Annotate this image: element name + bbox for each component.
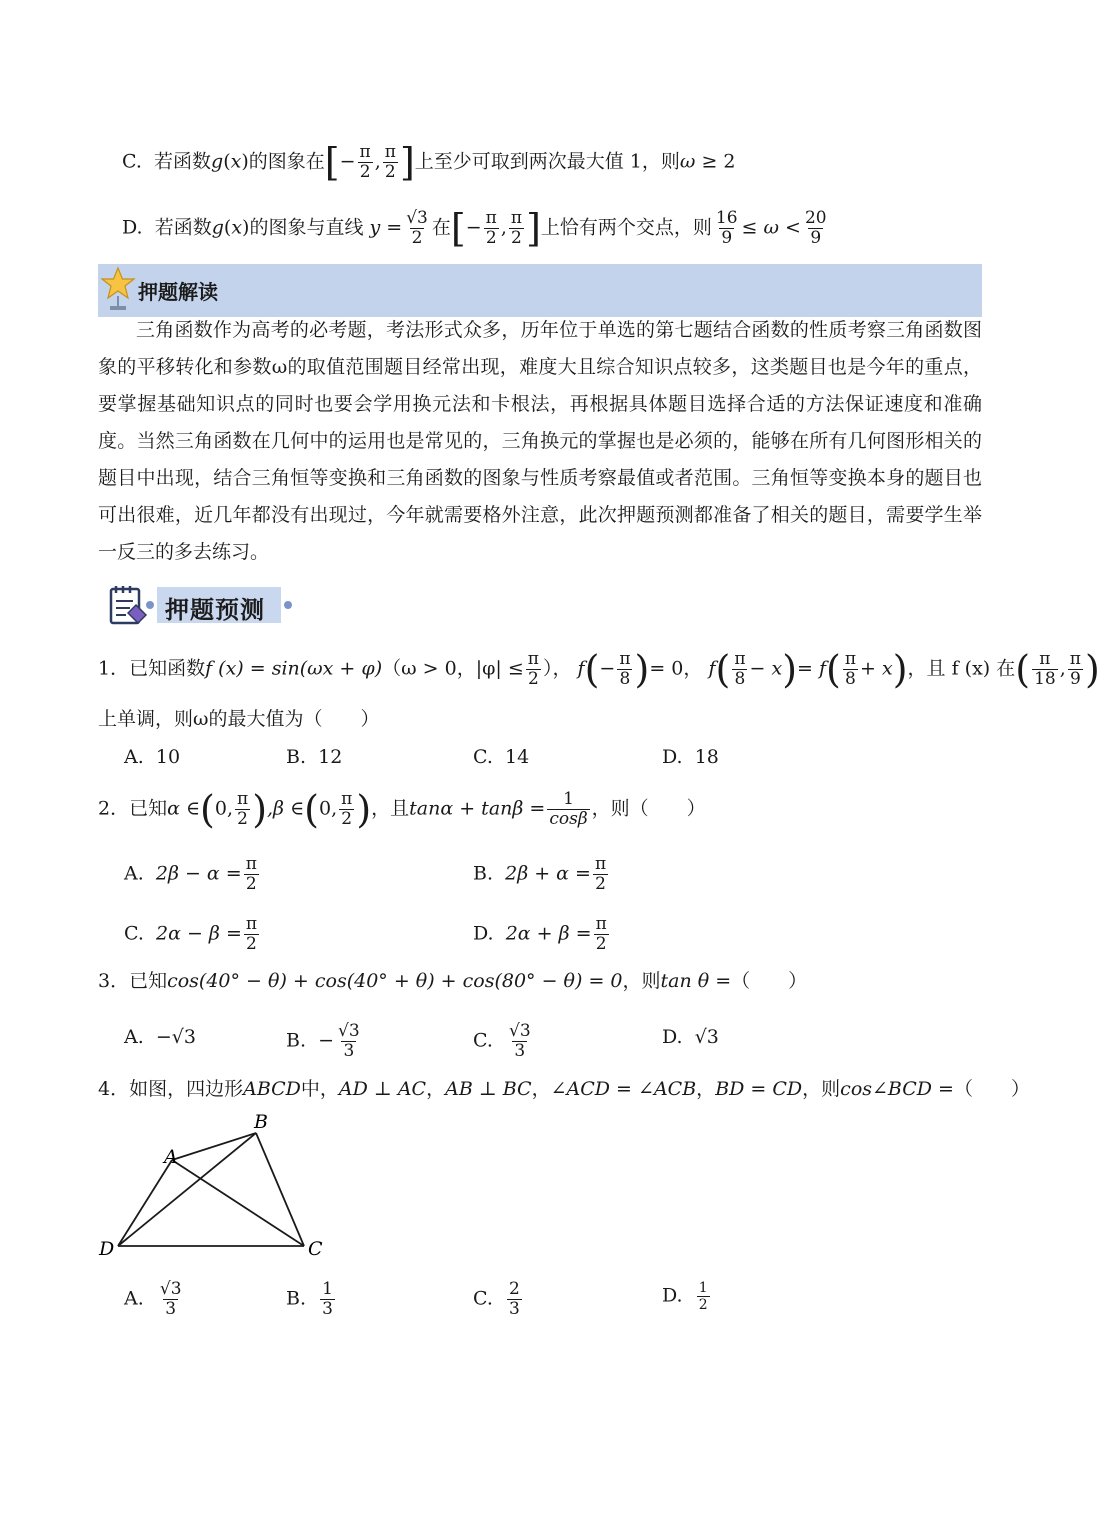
- star-trophy-icon: [100, 266, 136, 312]
- q1-stem-line2: 上单调，则ω的最大值为（ ）: [98, 708, 380, 730]
- forecast-dot-right: [284, 601, 292, 609]
- q3-option-b[interactable]: B. − $\frac{√3}{3}$: [286, 1021, 360, 1061]
- q1-option-d[interactable]: D. 18: [662, 746, 719, 768]
- edge-da: [118, 1160, 172, 1246]
- q3-option-d[interactable]: D. √3: [662, 1026, 719, 1048]
- prev-option-d: D. 若函数g(x)的图象与直线 y = $\frac{√3}{2}$ 在[− $\frac{\pi}{2}$ , $\frac{\pi}{2}$ ]上恰有两个交点，则 $\frac{16}{9}$ ≤ ω < $\frac{20}{9}$: [122, 206, 827, 251]
- interpretation-text: 三角函数作为高考的必考题，考法形式众多，历年位于单选的第七题结合函数的性质考察三角函数图象的平移转化和参数ω的取值范围题目经常出现，难度大且综合知识点较多，这类题目也是今年的重点，要掌握基础知识点的同时也要会学用换元法和卡根法，再根据具体题目选择合适的方法保证速度和准确度。当然三角函数在几何中的运用也是常见的，三角换元的掌握也是必须的，能够在所有几何图形相关的题目中出现，结合三角恒等变换和三角函数的图象与性质考察最值或者范围。三角恒等变换本身的题目也可出很难，近几年都没有出现过，今年就需要格外注意，此次押题预测都准备了相关的题目，需要学生举一反三的多去练习。: [98, 319, 982, 563]
- edge-bc: [256, 1133, 304, 1246]
- quadrilateral-diagram: [90, 1105, 350, 1265]
- edge-ab: [172, 1133, 256, 1160]
- q2-option-a[interactable]: A. 2β − α = $\frac{\pi}{2}$: [124, 854, 257, 894]
- q3-stem: 3．已知cos(40° − θ) + cos(40° + θ) + cos(80° − θ) = 0，则tan θ =（ ）: [98, 970, 808, 992]
- interpretation-title: 押题解读: [138, 280, 218, 304]
- q3-option-c[interactable]: C. $\frac{√3}{3}$: [473, 1021, 531, 1061]
- q3-option-a[interactable]: A. −√3: [124, 1026, 196, 1048]
- q1-option-c[interactable]: C. 14: [473, 746, 530, 768]
- q4-option-c[interactable]: C. $\frac{2}{3}$: [473, 1279, 520, 1319]
- q4-option-d[interactable]: D. $\frac{1}{2}$: [662, 1280, 708, 1313]
- interpretation-banner: [98, 264, 982, 317]
- forecast-banner: [157, 587, 281, 623]
- notepad-pencil-icon: [106, 583, 150, 627]
- diagonal-bd: [118, 1133, 256, 1246]
- q4-stem: 4．如图，四边形ABCD中，AD ⊥ AC，AB ⊥ BC，∠ACD = ∠ACB，BD = CD，则cos∠BCD =（ ）: [98, 1078, 1030, 1100]
- q2-option-c[interactable]: C. 2α − β = $\frac{\pi}{2}$: [124, 914, 258, 954]
- q4-option-b[interactable]: B. $\frac{1}{3}$: [286, 1279, 333, 1319]
- q1-option-b[interactable]: B. 12: [286, 746, 343, 768]
- prev-option-c: C. 若函数g(x)的图象在[− $\frac{\pi}{2}$ , $\frac{\pi}{2}$ ]上至少可取到两次最大值 1，则ω ≥ 2: [122, 140, 736, 185]
- label-d: D: [99, 1238, 115, 1260]
- q1-stem-line1: 1．已知函数f (x) = sin(ωx + φ)（ω > 0，|φ| ≤ $\frac{\pi}{2}$ ）， f(− $\frac{\pi}{8}$ )= 0， f( $\frac{\pi}{8}$ − x)= f( $\frac{\pi}{8}$ + x)，且 f (x) 在( $\frac{\pi}{18}$ , $\frac{\pi}{9}$ ): [98, 647, 1100, 692]
- forecast-title: 押题预测: [165, 596, 265, 624]
- q2-stem: 2．已知α ∈(0, $\frac{\pi}{2}$ ),β ∈(0, $\frac{\pi}{2}$ )，且tanα + tanβ = $\frac{1}{\cos\beta}$ ，则（ ）: [98, 787, 706, 832]
- q2-option-b[interactable]: B. 2β + α = $\frac{\pi}{2}$: [473, 854, 607, 894]
- label-c: C: [308, 1238, 323, 1260]
- label-a: A: [164, 1146, 178, 1168]
- q2-option-d[interactable]: D. 2α + β = $\frac{\pi}{2}$: [473, 914, 607, 954]
- q4-option-a[interactable]: A. $\frac{√3}{3}$: [124, 1279, 182, 1319]
- q1-option-a[interactable]: A. 10: [124, 746, 181, 768]
- forecast-dot-left: [146, 601, 154, 609]
- label-b: B: [254, 1111, 268, 1133]
- diagonal-ac: [172, 1160, 304, 1246]
